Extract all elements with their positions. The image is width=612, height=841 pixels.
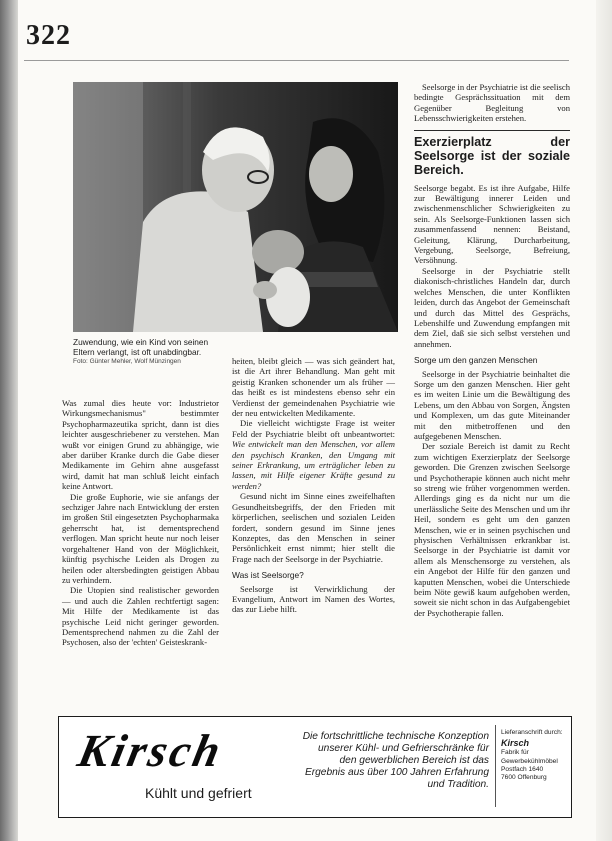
brand-mini-logo: Kirsch	[501, 738, 530, 749]
paragraph: Seelsorge in der Psychiatrie stellt diakonisch-christliches Handeln dar, durch welches Menschen, die unter Konflikten leiden, durch das Angebot der Gemeinschaft und durch das Mittel des Gesprächs, Lebenshilfe und Zuwendung empfangen mit dem Ziel, daß sie sich selbst verstehen und annehmen.	[414, 265, 570, 349]
article-column-1	[62, 398, 219, 648]
address-line: Fabrik für	[501, 749, 529, 757]
ad-copy: Die fortschrittliche technische Konzeption unserer Kühl- und Gefrierschränke für den gewerblichen Bereich ist das Ergebnis aus über 100 Jahren Erfahrung und Tradition.	[302, 731, 489, 790]
paragraph: Der soziale Bereich ist damit zu Recht zum wichtigen Exerzierplatz der Seelsorge geworden. Die Grenzen zwischen Seelsorge und Psychotherapie können auch nicht mehr so streng wie früher vorgenommen werden. Allerdings ging es da nicht nur um die unerlässliche Seite des Menschen und um ihr Heil, sondern es geht um den ganzen Menschen, wie er in seinen psychischen und physischen Verhältnissen erkrankbar ist. Seelsorge in der Psychiatrie ist damit vor allem als Menschensorge zu verstehen, als ein Angebot der Hilfe für den ganzen und kaputten Menschen, wobei die Unterschiede beim Nöte gewiß kaum aufgehoben werden, soweit sie nicht schon in das Aufgabengebiet der Psychotherapie fallen.	[414, 441, 570, 618]
article-photo	[73, 82, 398, 332]
photo-caption	[73, 337, 223, 367]
photo-credit: Foto: Günter Mehler, Wolf Münzingen	[73, 358, 181, 365]
page-number: 322	[26, 20, 71, 51]
supplier-intro: Lieferanschrift durch:	[501, 729, 563, 736]
subheading: Was ist Seelsorge?	[232, 570, 304, 581]
paragraph: Seelsorge begabt. Es ist ihre Aufgabe, Hilfe zur Bewältigung innerer Leiden und zwischenmenschlicher Schwierigkeiten zu sein. Als Seelsorge-Funktionen lassen sich zusammenfassend nennen: Beistand, Geleitung, Klärung, Durcharbeitung, Vergebung, Seelsorge, Befreiung, Versöhnung.	[414, 182, 570, 266]
address-line: Postfach 1640	[501, 765, 544, 773]
header-rule	[24, 60, 569, 61]
advertisement	[58, 716, 572, 818]
paragraph-lead: Die vielleicht wichtigste Frage ist weiter Feld der Psychiatrie bleibt oft unbeantwortet:	[232, 418, 395, 439]
brand-logo: Kirsch	[73, 725, 228, 776]
ad-divider	[495, 725, 496, 807]
binding-gutter	[0, 0, 18, 841]
paragraph: Seelsorge ist Verwirklichung der Evangelium, Antwort im Namen des Wortes, das zur Liebe hilft.	[232, 583, 395, 615]
ad-supplier-info	[501, 729, 569, 782]
address-line: Gewerbekühlmöbel	[501, 757, 558, 765]
page-edge	[596, 0, 612, 841]
caption-text: Zuwendung, wie ein Kind von seinen Eltern verlangt, ist oft unabdingbar.	[73, 337, 209, 357]
section-headline: Exerzierplatz der Seelsorge ist der soziale Bereich.	[414, 130, 570, 177]
address-line: 7600 Offenburg	[501, 774, 547, 782]
subheading: Sorge um den ganzen Menschen	[414, 355, 538, 366]
article-column-2	[232, 356, 395, 615]
paragraph: Gesund nicht im Sinne eines zweifelhaften Gesundheitsbegriffs, der den Frieden mit körperlichen, seelischen und sozialen Leiden fordert, sondern gesund im Sinne jenes Konzeptes, das den Menschen in seiner Persönlichkeit ernst nimmt; hier stellt die Frage nach der Seelsorge in der Psychiatrie.	[232, 491, 395, 564]
paragraph	[232, 418, 395, 491]
emphasized-text: Wie entwickelt man den Menschen, vor allem den psychisch Kranken, den Umgang mit seiner Erkrankung, um erträglicher leben zu lassen, mit Hilfe eigener Kräfte gesund zu werden?	[232, 439, 395, 491]
paragraph: Die große Euphorie, wie sie anfangs der sechziger Jahre nach Entwicklung der ersten im großen Stil eingesetzten Psychopharmaka geherrscht hat, ist dementsprechend verflogen. Man spricht heute nur noch leiser vorgehaltener Hand von der Möglichkeit, künftig psychische Leiden als Drogen zu heilen oder altersbedingten geistigen Abbau zu verhindern.	[62, 491, 219, 585]
ad-slogan: Kühlt und gefriert	[145, 785, 252, 801]
paragraph: Seelsorge in der Psychiatrie ist die seelisch bedingte Gesprächssituation mit dem Gegenüber Begleitung von Lebensschwierigkeiten erstehen.	[414, 82, 570, 124]
paragraph: Was zumal dies heute vor: Industrietor Wirkungsmechanismus" bestimmter Psychopharmazeutika spricht, dann ist dies leichter ausgeschriebener zu verstehen. Man wußt vor einigen Grund zu abhängige, wie aber darüber Kranke durch die Gabe dieser Medikamente im Gehirn ahne ausgefasst wird, damit hat man schluß leicht einfach keine Antwort.	[62, 398, 219, 492]
paragraph: heiten, bleibt gleich — was sich geändert hat, ist die Art ihrer Behandlung. Man geht mit geistig Kranken schonender um als früher — das heißt es ist mindestens ebenso sehr ein Verdienst der gemeindenahen Psychiatrie wie der neu entwickelten Medikamente.	[232, 356, 395, 419]
paragraph: Seelsorge in der Psychiatrie beinhaltet die Sorge um den ganzen Menschen. Hier geht es im weiten Linie um die Bewältigung des Lebens, um den Abbau von Sorgen, Ängsten und Komplexen, um das gute Miteinander mit den mitbetroffenen und den aufgegebenen Menschen.	[414, 368, 570, 441]
photo-illustration	[73, 82, 398, 332]
article-column-3	[414, 82, 570, 618]
paragraph: Die Utopien sind realistischer geworden — und auch die Zahlen rechtfertigt sagen: Mit Hilfe der Medikamente ist das psychische Leid nicht geringer geworden. Dementsprechend nahmen zu die Zahl der Psychosen, also der 'echten' Geisteskrank-	[62, 585, 219, 648]
